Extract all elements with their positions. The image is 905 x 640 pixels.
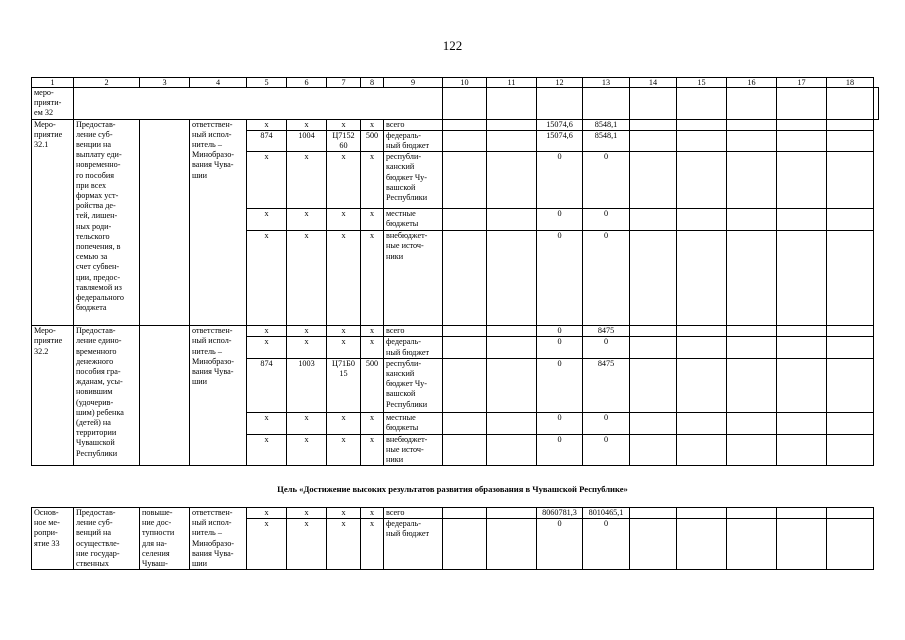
code-cell: x	[361, 508, 384, 519]
empty-cell	[777, 209, 827, 231]
empty-cell	[777, 434, 827, 466]
value-cell: 0	[537, 326, 583, 337]
value-cell: 8548,1	[583, 119, 630, 130]
empty-cell	[487, 209, 537, 231]
measure-name: Меро- приятие 32.1	[32, 119, 74, 326]
code-cell: x	[327, 337, 361, 358]
empty-cell	[727, 519, 777, 570]
empty-cell	[677, 508, 727, 519]
budget-table-continued	[31, 507, 874, 570]
empty-cell	[443, 358, 487, 412]
column-header: 1	[32, 78, 74, 88]
empty-cell	[777, 326, 827, 337]
empty-cell	[630, 519, 677, 570]
empty-cell	[443, 326, 487, 337]
empty-cell	[677, 519, 727, 570]
value-cell: 8548,1	[583, 130, 630, 151]
empty-cell	[487, 337, 537, 358]
empty-cell	[827, 434, 874, 466]
value-cell: 0	[537, 209, 583, 231]
code-cell: 500	[361, 130, 384, 151]
funding-source: федераль- ный бюджет	[384, 337, 443, 358]
main-measure-33	[32, 508, 874, 570]
empty-cell	[727, 337, 777, 358]
measure-name: Меро- приятие 32.2	[32, 326, 74, 466]
empty-cell	[630, 412, 677, 434]
budget-table	[31, 77, 879, 466]
code-cell: x	[247, 209, 287, 231]
code-cell: x	[287, 231, 327, 326]
funding-source: местные бюджеты	[384, 209, 443, 231]
measure-target: повыше- ние дос- тупности для на- селения Чуваш-	[140, 508, 190, 570]
code-cell: x	[361, 412, 384, 434]
value-cell: 0	[583, 412, 630, 434]
column-header: 5	[247, 78, 287, 88]
empty-cell	[443, 152, 487, 209]
page-number: 122	[442, 38, 463, 53]
empty-cell	[677, 412, 727, 434]
code-cell: x	[327, 209, 361, 231]
funding-source: внебюджет- ные источ- ники	[384, 434, 443, 466]
empty-cell	[827, 130, 874, 151]
code-cell: Ц7152 60	[327, 130, 361, 151]
empty-cell	[630, 337, 677, 358]
empty-cell	[487, 434, 537, 466]
empty-cell	[487, 119, 537, 130]
empty-cell	[677, 358, 727, 412]
code-cell: x	[287, 508, 327, 519]
empty-cell	[827, 519, 874, 570]
empty-cell	[727, 231, 777, 326]
empty-cell	[677, 209, 727, 231]
empty-cell	[727, 130, 777, 151]
column-header: 15	[677, 78, 727, 88]
empty-cell	[777, 519, 827, 570]
value-cell: 15074,6	[537, 119, 583, 130]
value-cell: 0	[583, 337, 630, 358]
column-header: 16	[727, 78, 777, 88]
funding-source: федераль- ный бюджет	[384, 519, 443, 570]
code-cell: x	[247, 231, 287, 326]
code-cell: x	[247, 326, 287, 337]
column-header: 2	[74, 78, 140, 88]
empty-cell	[487, 130, 537, 151]
empty-cell	[630, 326, 677, 337]
empty-cell	[827, 337, 874, 358]
code-cell: x	[247, 508, 287, 519]
measure-32-2	[32, 326, 879, 466]
value-cell: 0	[537, 519, 583, 570]
empty-cell	[727, 152, 777, 209]
empty-cell	[727, 209, 777, 231]
code-cell: x	[327, 119, 361, 130]
code-cell: x	[327, 434, 361, 466]
measure-description: Предостав- ление суб- венции на выплату еди- новременно- го пособия при всех формах уст- ройства де- тей, лишен- ных роди- тельского попечения, в семью за счет субвен- ции, предос- тавляемой из федерального бюджета	[74, 119, 140, 326]
empty-cell	[827, 326, 874, 337]
empty-cell	[727, 358, 777, 412]
empty-cell	[630, 130, 677, 151]
empty-cell	[777, 231, 827, 326]
column-header: 14	[630, 78, 677, 88]
empty-cell	[677, 434, 727, 466]
code-cell: x	[287, 209, 327, 231]
measure-executor: ответствен- ный испол- нитель – Минобразо- вания Чува- шии	[190, 119, 247, 326]
measure-executor: ответствен- ный испол- нитель – Минобразо- вания Чува- шии	[190, 508, 247, 570]
value-cell: 15074,6	[537, 130, 583, 151]
table-row	[32, 508, 874, 519]
value-cell: 8475	[583, 326, 630, 337]
column-header: 9	[384, 78, 443, 88]
empty-cell	[630, 152, 677, 209]
code-cell: x	[327, 508, 361, 519]
funding-source: федераль- ный бюджет	[384, 130, 443, 151]
empty-cell	[827, 119, 874, 130]
code-cell: x	[361, 231, 384, 326]
code-cell: Ц71Б0 15	[327, 358, 361, 412]
empty-cell	[74, 88, 443, 120]
value-cell: 0	[583, 152, 630, 209]
value-cell: 0	[537, 152, 583, 209]
empty-cell	[443, 519, 487, 570]
row-label: меро- прияти- ем 32	[32, 88, 74, 120]
value-cell: 0	[537, 358, 583, 412]
code-cell: x	[361, 152, 384, 209]
column-header: 4	[190, 78, 247, 88]
empty-cell	[630, 358, 677, 412]
empty-cell	[727, 119, 777, 130]
empty-cell	[827, 358, 874, 412]
empty-cell	[777, 119, 827, 130]
funding-source: местные бюджеты	[384, 412, 443, 434]
code-cell: x	[361, 119, 384, 130]
code-cell: 1004	[287, 130, 327, 151]
code-cell: x	[287, 152, 327, 209]
header-row	[32, 78, 879, 88]
value-cell: 0	[583, 519, 630, 570]
column-header: 10	[443, 78, 487, 88]
code-cell: x	[327, 152, 361, 209]
funding-source: внебюджет- ные источ- ники	[384, 231, 443, 326]
measure-target	[140, 326, 190, 466]
column-header: 17	[777, 78, 827, 88]
empty-cell	[630, 434, 677, 466]
empty-cell	[443, 231, 487, 326]
empty-cell	[727, 434, 777, 466]
empty-cell	[677, 337, 727, 358]
empty-cell	[443, 434, 487, 466]
value-cell: 0	[537, 231, 583, 326]
empty-cell	[777, 337, 827, 358]
column-header: 6	[287, 78, 327, 88]
code-cell: 1003	[287, 358, 327, 412]
funding-source: всего	[384, 508, 443, 519]
empty-cell	[443, 130, 487, 151]
code-cell: 874	[247, 130, 287, 151]
code-cell: x	[247, 119, 287, 130]
code-cell: x	[327, 412, 361, 434]
value-cell: 0	[537, 337, 583, 358]
column-header: 13	[583, 78, 630, 88]
code-cell: x	[247, 519, 287, 570]
empty-cell	[827, 508, 874, 519]
empty-cell	[630, 508, 677, 519]
empty-cell	[827, 209, 874, 231]
column-header: 12	[537, 78, 583, 88]
column-header: 8	[361, 78, 384, 88]
code-cell: x	[287, 337, 327, 358]
measure-description: Предостав- ление едино- временного денежного пособия гра- жданам, усы- новившим (удочерив- шим) ребенка (детей) на территории Чувашской Республики	[74, 326, 140, 466]
column-header: 7	[327, 78, 361, 88]
code-cell: x	[361, 434, 384, 466]
funding-source: всего	[384, 119, 443, 130]
empty-cell	[677, 130, 727, 151]
code-cell: x	[287, 119, 327, 130]
value-cell: 0	[537, 434, 583, 466]
code-cell: 874	[247, 358, 287, 412]
column-header: 11	[487, 78, 537, 88]
empty-cell	[677, 152, 727, 209]
table-row	[32, 326, 879, 337]
code-cell: x	[361, 326, 384, 337]
empty-cell	[777, 152, 827, 209]
empty-cell	[677, 231, 727, 326]
empty-cell	[677, 119, 727, 130]
empty-cell	[630, 119, 677, 130]
code-cell: x	[287, 326, 327, 337]
code-cell: x	[327, 519, 361, 570]
value-cell: 8475	[583, 358, 630, 412]
empty-cell	[487, 152, 537, 209]
empty-cell	[727, 508, 777, 519]
funding-source: всего	[384, 326, 443, 337]
code-cell: x	[287, 412, 327, 434]
code-cell: x	[361, 519, 384, 570]
value-cell: 8060781,3	[537, 508, 583, 519]
funding-source: республи- канский бюджет Чу- вашской Республики	[384, 358, 443, 412]
empty-cell	[443, 508, 487, 519]
empty-cell	[487, 508, 537, 519]
code-cell: x	[247, 337, 287, 358]
measure-target	[140, 119, 190, 326]
empty-cell	[777, 508, 827, 519]
code-cell: x	[361, 209, 384, 231]
empty-cell	[487, 326, 537, 337]
empty-cell	[827, 412, 874, 434]
empty-cell	[727, 412, 777, 434]
table-row	[32, 119, 879, 130]
empty-cell	[777, 130, 827, 151]
value-cell: 0	[583, 209, 630, 231]
code-cell: x	[247, 152, 287, 209]
measure-executor: ответствен- ный испол- нитель – Минобразо- вания Чува- шии	[190, 326, 247, 466]
empty-cell	[777, 412, 827, 434]
empty-cell	[777, 358, 827, 412]
funding-source: республи- канский бюджет Чу- вашской Республики	[384, 152, 443, 209]
value-cell: 0	[537, 412, 583, 434]
empty-cell	[727, 326, 777, 337]
empty-cell	[630, 209, 677, 231]
empty-cell	[443, 412, 487, 434]
code-cell: x	[287, 519, 327, 570]
value-cell: 0	[583, 231, 630, 326]
code-cell: x	[247, 412, 287, 434]
measure-description: Предостав- ление суб- венций на осуществле- ние государ- ственных	[74, 508, 140, 570]
value-cell: 8010465,1	[583, 508, 630, 519]
column-header: 3	[140, 78, 190, 88]
empty-cell	[487, 519, 537, 570]
empty-cell	[443, 337, 487, 358]
measure-32-1	[32, 119, 879, 326]
empty-cell	[487, 231, 537, 326]
empty-cell	[827, 152, 874, 209]
empty-cell	[827, 231, 874, 326]
code-cell: x	[247, 434, 287, 466]
code-cell: x	[327, 326, 361, 337]
empty-cell	[630, 231, 677, 326]
table-row	[32, 88, 879, 120]
column-header: 18	[827, 78, 874, 88]
empty-cell	[487, 412, 537, 434]
code-cell: x	[287, 434, 327, 466]
code-cell: x	[361, 337, 384, 358]
code-cell: x	[327, 231, 361, 326]
goal-heading: Цель «Достижение высоких результатов развития образования в Чувашской Республике»	[277, 484, 628, 494]
empty-cell	[677, 326, 727, 337]
empty-cell	[443, 209, 487, 231]
value-cell: 0	[583, 434, 630, 466]
code-cell: 500	[361, 358, 384, 412]
empty-cell	[443, 119, 487, 130]
empty-cell	[487, 358, 537, 412]
measure-name: Основ- ное ме- ропри- ятие 33	[32, 508, 74, 570]
